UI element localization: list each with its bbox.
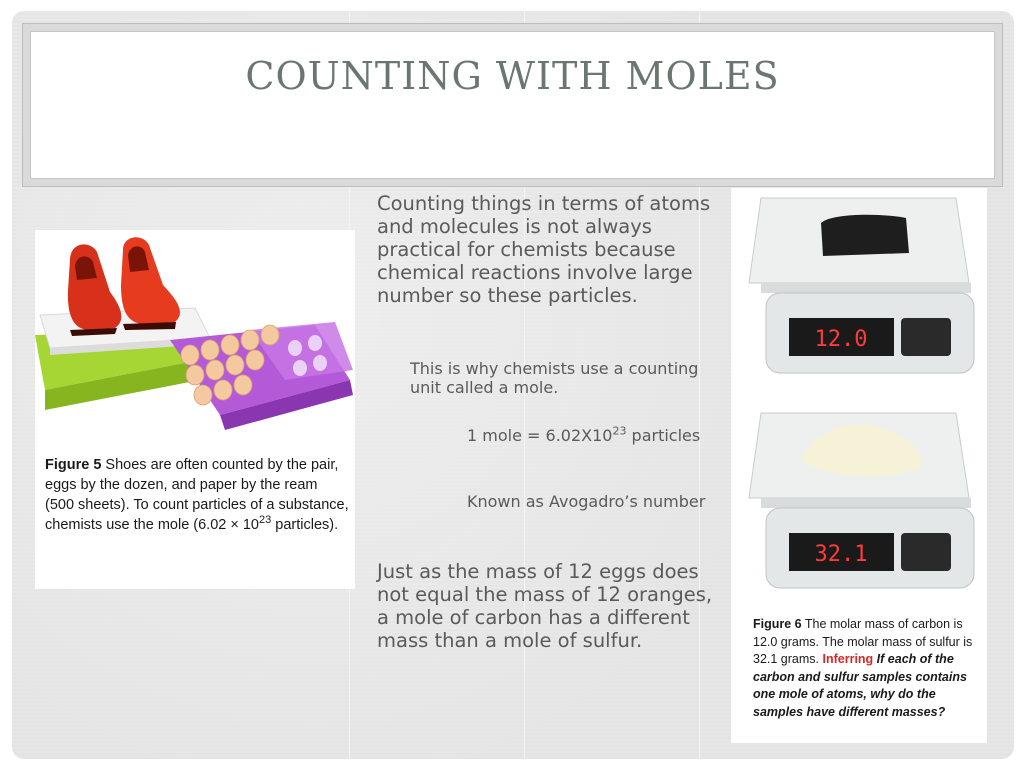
mole-definition-suffix: particles [626,426,701,445]
mole-definition-exponent: 23 [612,424,627,438]
inferring-label: Inferring [822,652,874,666]
title-box [30,31,995,179]
slide [12,11,1014,759]
figure-5 [35,230,355,589]
scale-carbon-reading: 12.0 [814,327,868,352]
figure-6-label: Figure 6 [753,617,802,631]
figure-5-label: Figure 5 [45,457,102,473]
body-paragraph-counting-unit: This is why chemists use a counting unit called a mole. [410,359,699,397]
figure-5-caption-end: particles). [271,517,339,533]
figure-5-exponent: 23 [259,514,272,527]
mole-definition-prefix: 1 mole = 6.02X10 [467,426,613,445]
scale-sulfur-reading: 32.1 [814,542,868,567]
avogadro-number-text: Known as Avogadro’s number [467,492,706,511]
slide-title: COUNTING WITH MOLES [245,54,780,98]
body-paragraph-counting: Counting things in terms of atoms and molecules is not always practical for chemists because chemical reactions involve large number so these particles. [377,192,711,307]
scales-illustration [731,188,987,613]
figure-6-caption [753,616,983,721]
shoes-eggs-paper-illustration [35,230,355,455]
inferring-question: If each of the carbon and sulfur samples contains one mole of atoms, why do the samples have different masses? [753,652,967,719]
figure-6 [731,188,987,743]
mole-definition [467,426,707,445]
body-paragraph-eggs-oranges: Just as the mass of 12 eggs does not equal the mass of 12 oranges, a mole of carbon has a different mass than a mole of sulfur. [377,560,713,652]
figure-5-caption [45,455,350,535]
figure-6-caption-text: The molar mass of carbon is 12.0 grams. The molar mass of sulfur is 32.1 grams. [753,617,973,666]
figure-5-caption-text: Shoes are often counted by the pair, eggs by the dozen, and paper by the ream (500 sheets). To count particles of a substance, chemists use the mole (6.02 × 10 [45,457,349,533]
